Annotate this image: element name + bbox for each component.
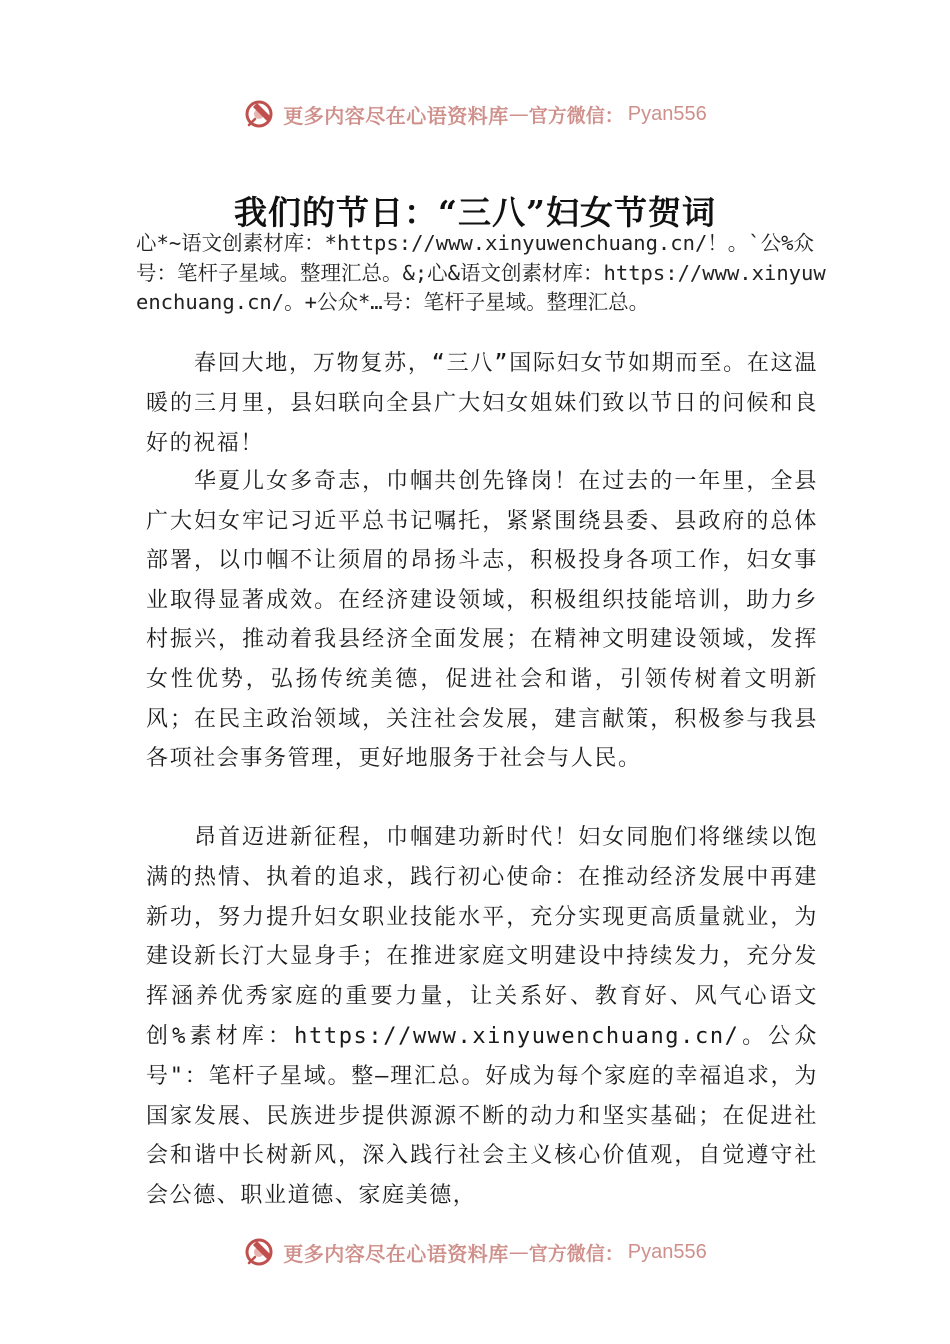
paragraph-2: 华夏儿女多奇志，巾帼共创先锋岗！在过去的一年里，全县广大妇女牢记习近平总书记嘱托，紧紧围绕县委、县政府的总体部署，以巾帼不让须眉的昂扬斗志，积极投身各项工作，妇女事业取得显著成效。在经济建设领域，积极组织技能培训，助力乡村振兴，推动着我县经济全面发展；在精神文明建设领域，发挥女性优势，弘扬传统美德，促进社会和谐，引领传树着文明新风；在民主政治领域，关注社会发展，建言献策，积极参与我县各项社会事务管理，更好地服务于社会与人民。 <box>146 469 818 772</box>
banner-wechat-id: Pyan556 <box>627 102 707 125</box>
banner-dash: — <box>508 1240 529 1264</box>
banner-wechat-label: 官方微信： <box>528 104 624 127</box>
document-title: 我们的节日：“三八”妇女节贺词 <box>234 193 716 232</box>
header-banner <box>0 94 950 134</box>
banner-wechat-label: 官方微信： <box>528 1242 624 1265</box>
banner-wechat-id: Pyan556 <box>627 1240 707 1263</box>
pen-nib-logo-icon <box>243 1235 277 1269</box>
paragraph-1: 春回大地，万物复苏，“三八”国际妇女节如期而至。在这温暖的三月里，县妇联向全县广大妇女姐妹们致以节日的问候和良好的祝福！ <box>146 351 818 456</box>
pen-nib-logo-icon <box>243 97 277 131</box>
footer-banner <box>0 1232 950 1272</box>
banner-main-text: 更多内容尽在心语资料库 <box>283 103 509 128</box>
banner-dash: — <box>508 102 529 126</box>
watermark-text: 心*~语文创素材库：*https://www.xinyuwenchuang.cn/！。`公%众号：笔杆子星域。整理汇总。&;心&语文创素材库：https://www.xinyuwenchuang.cn/。+公众*…号：笔杆子星域。整理汇总。 <box>136 231 826 314</box>
banner-main-text: 更多内容尽在心语资料库 <box>283 1241 509 1266</box>
paragraph-3: 昂首迈进新征程，巾帼建功新时代！妇女同胞们将继续以饱满的热情、执着的追求，践行初心使命：在推动经济发展中再建新功，努力提升妇女职业技能水平，充分实现更高质量就业，为建设新长汀大显身手；在推进家庭文明建设中持续发力，充分发挥涵养优秀家庭的重要力量，让关系好、教育好、风气心语文创%素材库：https://www.xinyuwenchuang.cn/。公众号"：笔杆子星域。整—理汇总。好成为每个家庭的幸福追求，为国家发展、民族进步提供源源不断的动力和坚实基础；在促进社会和谐中长树新风，深入践行社会主义核心价值观，自觉遵守社会公德、职业道德、家庭美德， <box>146 825 818 1209</box>
